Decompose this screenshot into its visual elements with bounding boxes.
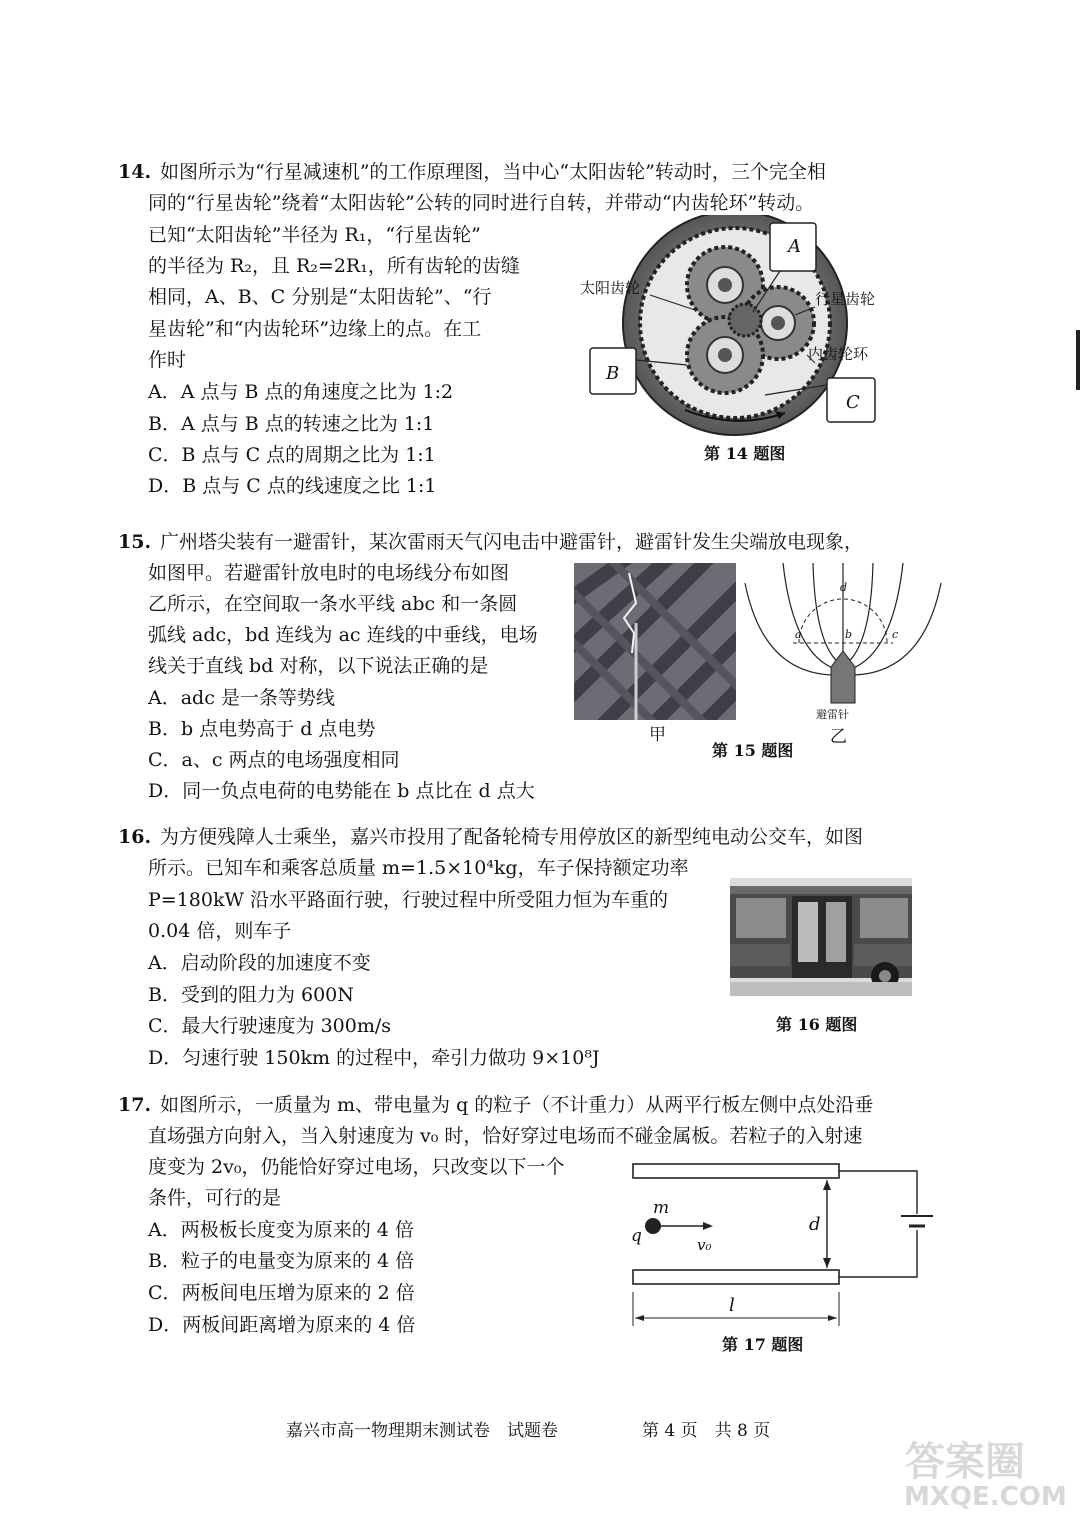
question-number: 15. (118, 531, 152, 553)
option-b: B．A 点与 B 点的转速之比为 1:1 (148, 413, 435, 435)
question-text-line: 为方便残障人士乘坐，嘉兴市投用了配备轮椅专用停放区的新型纯电动公交车，如图 (160, 826, 864, 848)
question-text-line: 相同，A、B、C 分别是“太阳齿轮”、“行 (148, 286, 492, 308)
question-text-line: 所示。已知车和乘客总质量 m=1.5×10⁴kg，车子保持额定功率 (148, 857, 689, 879)
label-yi: 乙 (830, 727, 847, 747)
box-b-text: B (606, 363, 620, 384)
option-c: C．最大行驶速度为 300m/s (148, 1015, 392, 1037)
question-text-line: 弧线 adc，bd 连线为 ac 连线的中垂线，电场 (148, 624, 538, 646)
sun-gear-label: 太阳齿轮 (580, 279, 641, 297)
label-m: m (653, 1198, 670, 1218)
option-c: C．B 点与 C 点的周期之比为 1:1 (148, 444, 436, 466)
watermark-logo: 答案圈 (905, 1439, 1025, 1485)
question-number: 16. (118, 826, 152, 848)
question-text-line: 同的“行星齿轮”绕着“太阳齿轮”公转的同时进行自转，并带动“内齿轮环”转动。 (148, 192, 815, 214)
particle (645, 1218, 661, 1234)
planet-gear-label: 行星齿轮 (815, 290, 876, 308)
option-b: B．粒子的电量变为原来的 4 倍 (148, 1250, 415, 1272)
label-d: d (809, 1214, 821, 1235)
option-d: D．B 点与 C 点的线速度之比 1:1 (148, 475, 437, 497)
question-text-line: 度变为 2v₀，仍能恰好穿过电场，只改变以下一个 (148, 1156, 565, 1178)
top-plate (633, 1164, 839, 1178)
question-text-line: P=180kW 沿水平路面行驶，行驶过程中所受阻力恒为车重的 (148, 889, 669, 911)
option-a: A．启动阶段的加速度不变 (148, 952, 371, 974)
label-l: l (729, 1295, 735, 1316)
rod-label: 避雷针 (816, 708, 849, 721)
option-c: C．a、c 两点的电场强度相同 (148, 749, 400, 771)
question-text-line: 如图甲。若避雷针放电时的电场线分布如图 (148, 562, 510, 584)
question-text-line: 0.04 倍，则车子 (148, 920, 292, 942)
option-c: C．两板间电压增为原来的 2 倍 (148, 1282, 415, 1304)
option-a: A．两极板长度变为原来的 4 倍 (148, 1219, 414, 1241)
question-text-line: 直场强方向射入，当入射速度为 v₀ 时，恰好穿过电场而不碰金属板。若粒子的入射速 (148, 1125, 863, 1147)
parallel-plates-diagram (625, 1158, 945, 1330)
scan-edge-mark (1076, 330, 1080, 390)
point-a: a (795, 628, 802, 641)
lightning-photo (574, 563, 736, 720)
label-v0: v₀ (697, 1236, 712, 1254)
bus-photo (730, 878, 912, 996)
box-c-text: C (846, 392, 860, 413)
figure-caption: 第 15 题图 (712, 741, 794, 760)
question-text-line: 已知“太阳齿轮”半径为 R₁，“行星齿轮” (148, 224, 481, 246)
question-text-line: 条件，可行的是 (148, 1187, 282, 1209)
label-q: q (631, 1226, 642, 1246)
sun-gear (729, 304, 761, 336)
option-d: D．匀速行驶 150km 的过程中，牵引力做功 9×10⁸J (148, 1047, 600, 1069)
page-number: 第 4 页 共 8 页 (642, 1421, 771, 1441)
figure-caption: 第 14 题图 (704, 444, 786, 463)
box-a-text: A (788, 236, 801, 257)
question-text-line: 星齿轮”和“内齿轮环”边缘上的点。在工 (148, 318, 482, 340)
question-number: 14. (118, 161, 152, 183)
question-text-line: 的半径为 R₂，且 R₂=2R₁，所有齿轮的齿缝 (148, 255, 520, 277)
option-b: B．受到的阻力为 600N (148, 984, 354, 1006)
question-text-line: 如图所示为“行星减速机”的工作原理图，当中心“太阳齿轮”转动时，三个完全相 (160, 161, 826, 183)
question-text-line: 广州塔尖装有一避雷针，某次雷雨天气闪电击中避雷针，避雷针发生尖端放电现象， (160, 531, 864, 553)
question-text-line: 如图所示，一质量为 m、带电量为 q 的粒子（不计重力）从两平行板左侧中点处沿垂 (160, 1094, 874, 1116)
question-number: 17. (118, 1094, 152, 1116)
figure-caption: 第 17 题图 (722, 1335, 804, 1354)
question-text-line: 线关于直线 bd 对称，以下说法正确的是 (148, 655, 489, 677)
label-jia: 甲 (649, 725, 666, 745)
watermark-site: MXQE.COM (904, 1482, 1067, 1512)
point-d: d (840, 581, 848, 594)
question-text-line: 作时 (148, 349, 187, 371)
option-a: A．A 点与 B 点的角速度之比为 1:2 (148, 381, 454, 403)
option-b: B．b 点电势高于 d 点电势 (148, 718, 376, 740)
bottom-plate (633, 1270, 839, 1284)
point-c: c (892, 628, 899, 641)
option-d: D．同一负点电荷的电势能在 b 点比在 d 点大 (148, 780, 535, 802)
ring-gear-label: 内齿轮环 (808, 345, 869, 363)
question-text-line: 乙所示，在空间取一条水平线 abc 和一条圆 (148, 593, 518, 615)
point-b: b (845, 628, 853, 641)
option-d: D．两板间距离增为原来的 4 倍 (148, 1314, 416, 1336)
footer-title: 嘉兴市高一物理期末测试卷 试题卷 (286, 1421, 558, 1441)
figure-caption: 第 16 题图 (776, 1015, 858, 1034)
option-a: A．adc 是一条等势线 (148, 687, 335, 709)
